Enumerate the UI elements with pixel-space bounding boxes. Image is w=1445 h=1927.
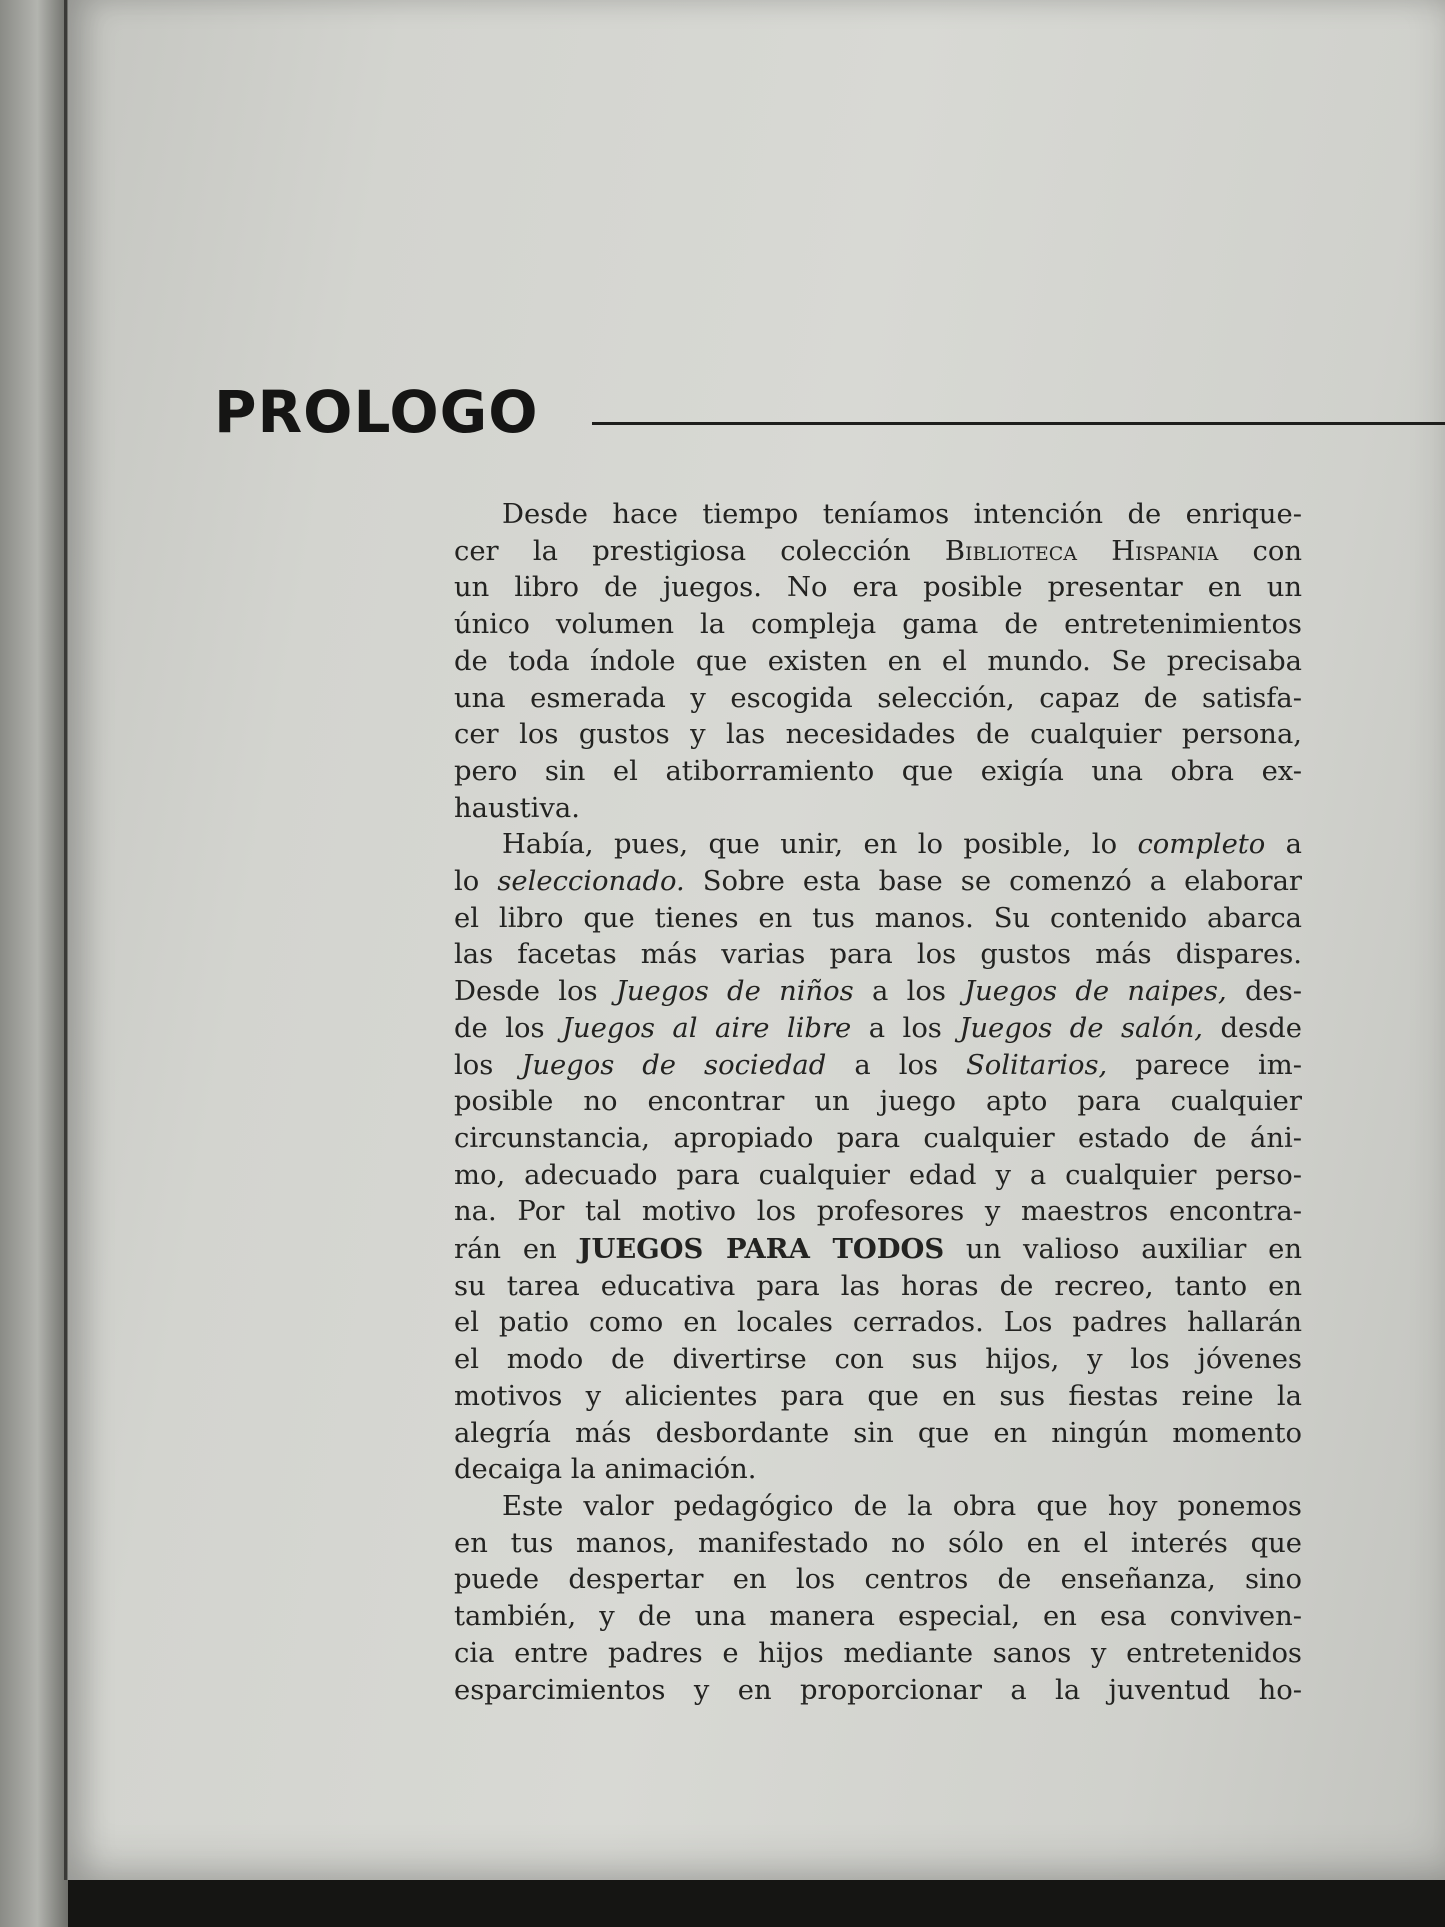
text-segment: JUEGOS PARA TODOS — [578, 1233, 945, 1266]
text-line — [454, 791, 1302, 828]
text-segment: un libro de juegos. No era posible presentar en un — [454, 572, 1302, 604]
text-segment: cia entre padres e hijos mediante sanos y entretenidos — [454, 1637, 1302, 1669]
text-segment: Juegos al aire libre — [562, 1012, 852, 1044]
text-line — [454, 1636, 1302, 1673]
text-segment: una esmerada y escogida selección, capaz de satisfa- — [454, 682, 1302, 714]
text-segment: único volumen la compleja gama de entretenimientos — [454, 609, 1302, 641]
text-segment: desde — [1202, 1012, 1303, 1044]
text-segment: a los — [851, 1012, 960, 1044]
text-segment: a los — [853, 976, 965, 1008]
text-segment: con — [1218, 535, 1303, 567]
text-segment: des- — [1226, 976, 1302, 1008]
text-segment: Biblioteca Hispania — [944, 535, 1219, 567]
text-segment: el libro que tienes en tus manos. Su contenido abarca — [454, 902, 1302, 934]
text-segment: Juegos de salón, — [959, 1012, 1203, 1044]
text-segment: Juegos de sociedad — [521, 1049, 827, 1081]
text-line — [454, 644, 1302, 681]
prologue-text — [454, 497, 1302, 1709]
text-line — [454, 497, 1302, 534]
text-line — [454, 1416, 1302, 1453]
text-line — [454, 570, 1302, 607]
text-line — [454, 1673, 1302, 1710]
text-segment: cer los gustos y las necesidades de cualquier persona, — [454, 719, 1302, 751]
text-line — [454, 1452, 1302, 1489]
text-segment: puede despertar en los centros de enseñanza, sino — [454, 1564, 1302, 1596]
text-segment: Había, pues, que unir, en lo posible, lo — [502, 829, 1138, 861]
text-segment: lo — [454, 866, 498, 898]
text-segment: pero sin el atiborramiento que exigía una obra ex- — [454, 755, 1302, 787]
text-segment: de toda índole que existen en el mundo. Se precisaba — [454, 645, 1302, 677]
text-segment: posible no encontrar un juego apto para cualquier — [454, 1086, 1302, 1118]
text-segment: cer la prestigiosa colección — [454, 535, 945, 567]
page-bottom-shadow — [68, 1880, 1445, 1927]
text-segment: Este valor pedagógico de la obra que hoy ponemos — [502, 1490, 1302, 1522]
text-line — [454, 1305, 1302, 1342]
text-line — [454, 1048, 1302, 1085]
text-line — [454, 1231, 1302, 1269]
text-segment: circunstancia, apropiado para cualquier estado de áni- — [454, 1122, 1302, 1154]
text-segment: a — [1265, 829, 1303, 861]
text-segment: también, y de una manera especial, en esa conviven- — [454, 1601, 1302, 1633]
text-segment: Desde hace tiempo teníamos intención de enrique- — [502, 499, 1302, 530]
text-line — [454, 1269, 1302, 1306]
text-line — [454, 607, 1302, 644]
text-line — [454, 1526, 1302, 1563]
text-segment: Sobre esta base se comenzó a elaborar — [684, 866, 1302, 898]
text-line — [454, 1489, 1302, 1526]
text-line — [454, 1194, 1302, 1231]
page-heading: PROLOGO — [214, 378, 539, 446]
text-line — [454, 937, 1302, 974]
text-segment: motivos y alicientes para que en sus fiestas reine la — [454, 1380, 1302, 1412]
text-segment: el patio como en locales cerrados. Los padres hallarán — [454, 1307, 1302, 1339]
text-line — [454, 681, 1302, 718]
text-line — [454, 827, 1302, 864]
text-line — [454, 1562, 1302, 1599]
text-line — [454, 1158, 1302, 1195]
book-spine-line — [64, 0, 67, 1880]
text-segment: a los — [826, 1049, 967, 1081]
text-line — [454, 1379, 1302, 1416]
text-segment: na. Por tal motivo los profesores y maestros encontra- — [454, 1196, 1302, 1228]
text-segment: las facetas más varias para los gustos más dispares. — [454, 939, 1302, 971]
text-line — [454, 1084, 1302, 1121]
text-segment: completo — [1137, 829, 1266, 861]
text-segment: Juegos de niños — [615, 976, 854, 1008]
text-line — [454, 1599, 1302, 1636]
text-line — [454, 1342, 1302, 1379]
text-line — [454, 864, 1302, 901]
text-line — [454, 901, 1302, 938]
text-line — [454, 754, 1302, 791]
text-segment: seleccionado. — [497, 866, 685, 898]
text-segment: Juegos de naipes, — [964, 976, 1227, 1008]
text-segment: esparcimientos y en proporcionar a la juventud ho- — [454, 1674, 1302, 1706]
text-line — [454, 1121, 1302, 1158]
text-segment: rán en — [454, 1234, 579, 1266]
text-segment: alegría más desbordante sin que en ningún momento — [454, 1417, 1302, 1449]
text-line — [454, 1011, 1302, 1048]
text-segment: de los — [454, 1012, 563, 1044]
text-segment: Solitarios, — [966, 1049, 1108, 1081]
text-segment: mo, adecuado para cualquier edad y a cualquier perso- — [454, 1159, 1302, 1191]
text-segment: en tus manos, manifestado no sólo en el interés que — [454, 1527, 1302, 1559]
text-segment: el modo de divertirse con sus hijos, y los jóvenes — [454, 1344, 1302, 1376]
text-segment: haustiva. — [454, 792, 580, 824]
text-segment: su tarea educativa para las horas de recreo, tanto en — [454, 1270, 1302, 1302]
text-segment: Desde los — [454, 976, 616, 1008]
text-line — [454, 534, 1302, 571]
text-line — [454, 717, 1302, 754]
text-segment: los — [454, 1049, 522, 1081]
book-page-edge — [0, 0, 68, 1927]
heading-rule — [592, 422, 1445, 425]
text-segment: decaiga la animación. — [454, 1454, 757, 1486]
text-segment: un valioso auxiliar en — [944, 1234, 1302, 1266]
text-segment: parece im- — [1107, 1049, 1303, 1081]
text-line — [454, 974, 1302, 1011]
